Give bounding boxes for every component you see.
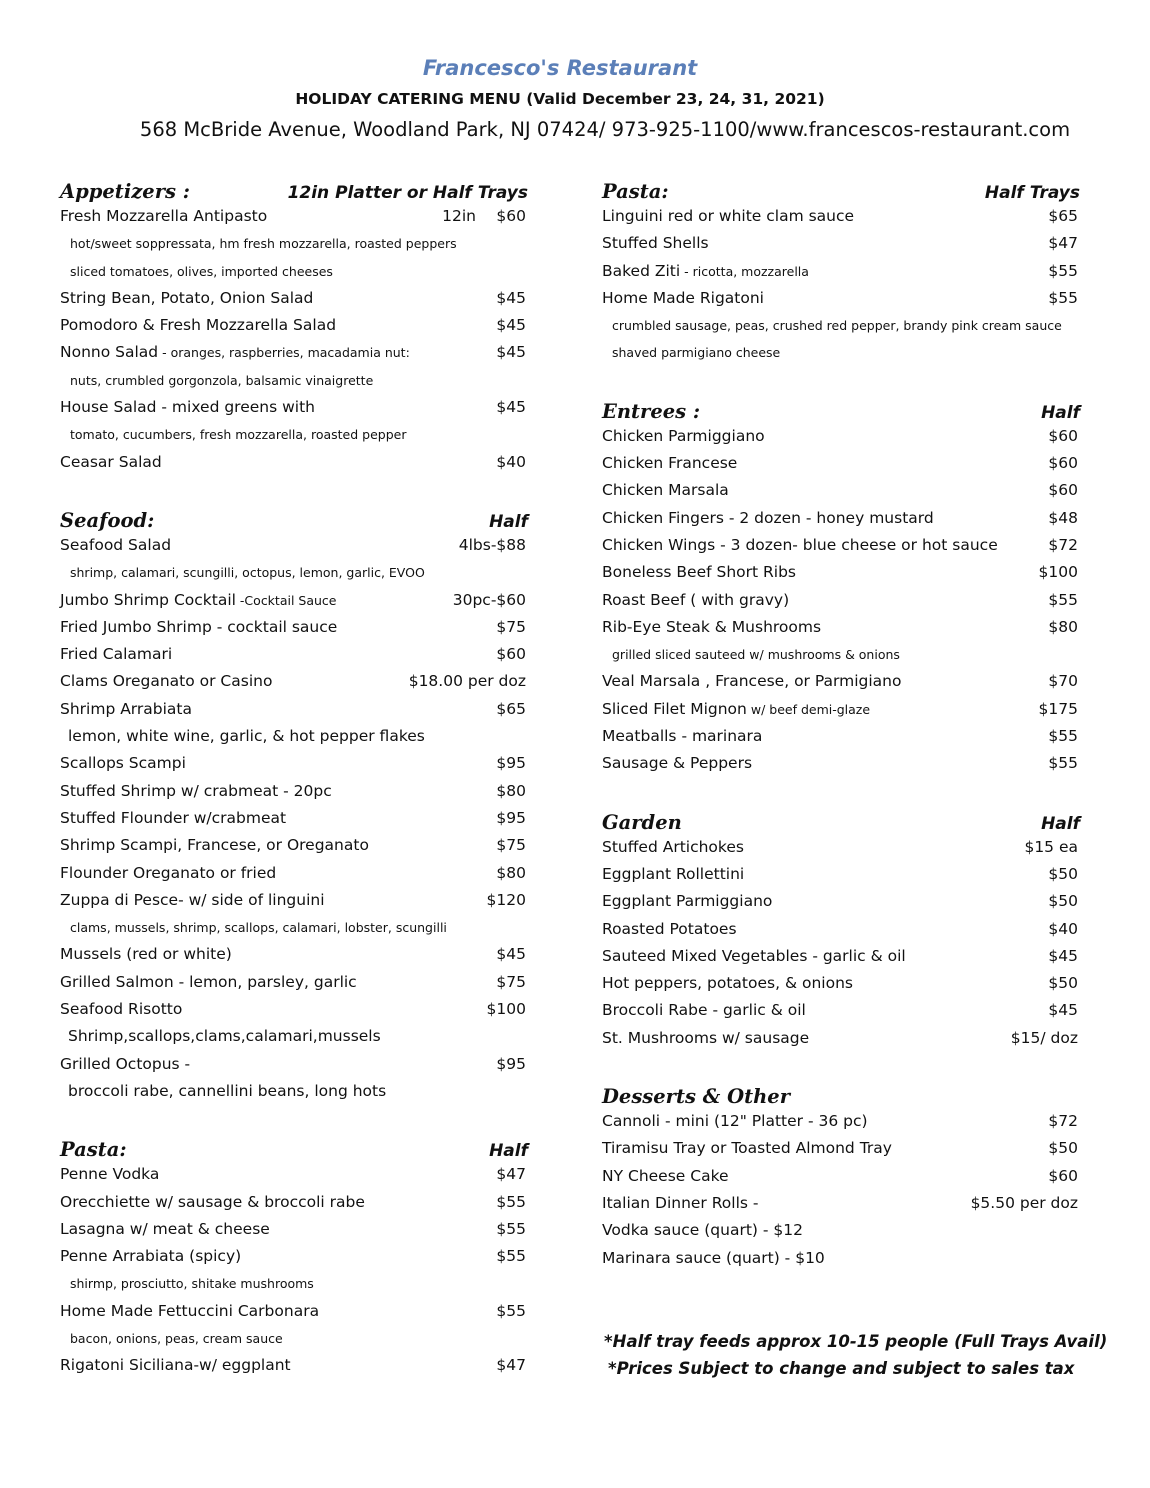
menu-item bbox=[600, 1217, 1088, 1244]
menu-item bbox=[600, 997, 1088, 1024]
item-price: $175 bbox=[1038, 699, 1078, 718]
item-price: $47 bbox=[496, 1356, 526, 1375]
item-price: $65 bbox=[1048, 207, 1078, 225]
item-price: $5.50 per doz bbox=[970, 1193, 1078, 1212]
item-price: $18.00 per doz bbox=[408, 672, 526, 691]
item-name bbox=[60, 339, 410, 366]
item-name bbox=[60, 532, 171, 559]
item-price: $50 bbox=[1048, 892, 1078, 911]
menu-item bbox=[58, 969, 536, 996]
item-name bbox=[60, 203, 267, 230]
item-inline-note: - oranges, raspberries, macadamia nut: bbox=[158, 345, 410, 361]
menu-item bbox=[58, 532, 536, 559]
item-price: $40 bbox=[496, 452, 526, 471]
item-name-text: Stuffed Flounder w/crabmeat bbox=[60, 808, 287, 827]
item-name bbox=[60, 860, 276, 887]
pasta-trays-section bbox=[600, 174, 1088, 367]
item-price: $95 bbox=[496, 808, 526, 827]
section-heading bbox=[600, 394, 1088, 423]
item-name bbox=[60, 394, 315, 421]
item-price: $95 bbox=[496, 754, 526, 773]
section-heading bbox=[58, 503, 536, 532]
item-price: $55 bbox=[1048, 754, 1078, 773]
item-name bbox=[602, 750, 752, 777]
item-name bbox=[602, 1108, 868, 1135]
item-description: bacon, onions, peas, cream sauce bbox=[70, 1330, 283, 1346]
item-name bbox=[60, 614, 337, 641]
section-title: Desserts & Other bbox=[602, 1085, 790, 1109]
section-portion-label: Half bbox=[489, 1141, 528, 1162]
menu-item bbox=[600, 559, 1088, 586]
item-name-text: Fried Calamari bbox=[60, 645, 173, 664]
menu-item bbox=[58, 805, 536, 832]
item-name bbox=[60, 1189, 365, 1216]
menu-item bbox=[600, 888, 1088, 915]
menu-item bbox=[58, 339, 536, 366]
menu-item bbox=[58, 641, 536, 668]
tray-note: *Half tray feeds approx 10-15 people (Full Trays Avail) bbox=[604, 1332, 1108, 1351]
item-price: $60 bbox=[1048, 426, 1078, 445]
right-column bbox=[600, 174, 1088, 1272]
item-price: $72 bbox=[1048, 1112, 1078, 1131]
section-portion-label: Half bbox=[1041, 813, 1080, 834]
menu-item bbox=[600, 1025, 1088, 1052]
item-name bbox=[60, 1216, 270, 1243]
menu-item bbox=[58, 860, 536, 887]
item-name bbox=[60, 778, 332, 805]
item-price: $45 bbox=[496, 316, 526, 335]
item-price: $75 bbox=[496, 836, 526, 855]
menu-item bbox=[58, 1352, 536, 1379]
appetizers-section bbox=[58, 174, 536, 476]
item-price: $45 bbox=[496, 945, 526, 964]
menu-item bbox=[58, 1216, 536, 1243]
item-price: $95 bbox=[496, 1054, 526, 1073]
item-name-text: Fresh Mozzarella Antipasto bbox=[60, 207, 268, 225]
menu-item bbox=[600, 614, 1088, 641]
item-name-text: Ceasar Salad bbox=[60, 452, 162, 471]
item-name-text: Lasagna w/ meat & cheese bbox=[60, 1219, 270, 1238]
item-name-text: Orecchiette w/ sausage & broccoli rabe bbox=[60, 1192, 365, 1211]
item-name-text: Chicken Fingers - 2 dozen - honey mustard bbox=[602, 508, 934, 527]
item-name bbox=[602, 723, 762, 750]
item-name-text: Tiramisu Tray or Toasted Almond Tray bbox=[602, 1139, 892, 1158]
menu-item bbox=[58, 587, 536, 614]
item-name bbox=[602, 285, 764, 312]
item-price: $55 bbox=[496, 1301, 526, 1320]
section-heading bbox=[600, 174, 1088, 203]
item-price: $47 bbox=[1048, 234, 1078, 253]
menu-item bbox=[58, 1243, 536, 1270]
item-price: $15 ea bbox=[1024, 837, 1078, 856]
item-name bbox=[60, 285, 313, 312]
item-price: $45 bbox=[496, 288, 526, 307]
menu-item bbox=[600, 505, 1088, 532]
item-price: $50 bbox=[1048, 1139, 1078, 1158]
menu-item bbox=[58, 394, 536, 421]
item-price: $55 bbox=[1048, 288, 1078, 307]
item-name-text: Italian Dinner Rolls - bbox=[602, 1193, 759, 1212]
menu-subtitle: HOLIDAY CATERING MENU (Valid December 23, 24, 31, 2021) bbox=[295, 90, 825, 108]
item-description: crumbled sausage, peas, crushed red pepper, brandy pink cream sauce bbox=[612, 318, 1062, 334]
item-name bbox=[602, 696, 870, 723]
item-name-text: Jumbo Shrimp Cocktail bbox=[60, 590, 236, 609]
item-name-text: Chicken Parmiggiano bbox=[602, 426, 765, 445]
item-name-text: Sauteed Mixed Vegetables - garlic & oil bbox=[602, 946, 906, 965]
item-price: $55 bbox=[496, 1219, 526, 1238]
item-price: $40 bbox=[1048, 919, 1078, 938]
item-name bbox=[602, 559, 796, 586]
restaurant-name: Francesco's Restaurant bbox=[422, 56, 698, 80]
item-price: $45 bbox=[1048, 946, 1078, 965]
item-name-text: Seafood Risotto bbox=[60, 1000, 183, 1019]
restaurant-address: 568 McBride Avenue, Woodland Park, NJ 07424/ 973-925-1100/www.francescos-restaurant.com bbox=[139, 118, 1071, 141]
menu-item bbox=[600, 532, 1088, 559]
item-name bbox=[60, 668, 272, 695]
item-name-text: Grilled Octopus - bbox=[60, 1054, 191, 1073]
menu-item bbox=[58, 203, 536, 230]
menu-item bbox=[600, 943, 1088, 970]
item-name-text: Rib-Eye Steak & Mushrooms bbox=[602, 617, 822, 636]
item-name-text: Cannoli - mini (12" Platter - 36 pc) bbox=[602, 1112, 868, 1131]
section-heading bbox=[600, 1079, 1088, 1108]
seafood-section bbox=[58, 503, 536, 1105]
menu-item bbox=[600, 230, 1088, 257]
item-description: sliced tomatoes, olives, imported cheeses bbox=[70, 263, 333, 279]
item-price: $120 bbox=[486, 890, 526, 909]
menu-item bbox=[600, 1245, 1088, 1272]
menu-item bbox=[600, 285, 1088, 312]
item-name-text: Grilled Salmon - lemon, parsley, garlic bbox=[60, 972, 357, 991]
item-name bbox=[602, 1025, 809, 1052]
item-name-text: Linguini red or white clam sauce bbox=[602, 207, 855, 225]
item-name bbox=[602, 970, 853, 997]
item-name-text: Clams Oreganato or Casino bbox=[60, 672, 273, 691]
menu-item bbox=[58, 887, 536, 914]
item-size: 12in bbox=[442, 207, 476, 225]
item-name-text: Roasted Potatoes bbox=[602, 919, 737, 938]
item-name-text: Stuffed Shells bbox=[602, 234, 709, 253]
item-name-text: Sausage & Peppers bbox=[602, 754, 753, 773]
item-description: Shrimp,scallops,clams,calamari,mussels bbox=[68, 1027, 381, 1046]
item-name-text: Roast Beef ( with gravy) bbox=[602, 590, 790, 609]
item-name bbox=[60, 1352, 291, 1379]
item-name-text: Home Made Fettuccini Carbonara bbox=[60, 1301, 320, 1320]
item-description: shrimp, calamari, scungilli, octopus, lemon, garlic, EVOO bbox=[70, 565, 425, 581]
item-name-text: Zuppa di Pesce- w/ side of linguini bbox=[60, 890, 325, 909]
section-title: Seafood: bbox=[60, 508, 155, 532]
garden-section bbox=[600, 805, 1088, 1052]
item-price: $75 bbox=[496, 972, 526, 991]
item-price: $60 bbox=[1048, 1166, 1078, 1185]
item-name-text: Sliced Filet Mignon bbox=[602, 699, 747, 718]
item-price: $65 bbox=[496, 699, 526, 718]
menu-item bbox=[600, 477, 1088, 504]
item-name bbox=[60, 449, 162, 476]
item-name bbox=[60, 1243, 241, 1270]
menu-item bbox=[58, 778, 536, 805]
item-name-text: Shrimp Arrabiata bbox=[60, 699, 192, 718]
item-name bbox=[60, 750, 186, 777]
item-description: shirmp, prosciutto, shitake mushrooms bbox=[70, 1276, 314, 1292]
menu-item bbox=[600, 970, 1088, 997]
item-name bbox=[602, 230, 709, 257]
section-title: Garden bbox=[602, 810, 682, 834]
item-name bbox=[602, 587, 789, 614]
menu-item bbox=[58, 1161, 536, 1188]
item-name bbox=[602, 997, 806, 1024]
item-name bbox=[602, 1217, 803, 1244]
item-price: $72 bbox=[1048, 535, 1078, 554]
item-inline-note: - ricotta, mozzarella bbox=[680, 263, 809, 279]
item-price: $100 bbox=[1038, 563, 1078, 582]
section-portion-label: Half bbox=[489, 511, 528, 532]
section-portion-label: Half Trays bbox=[984, 183, 1080, 203]
item-price: $15/ doz bbox=[1010, 1028, 1078, 1047]
menu-item bbox=[58, 696, 536, 723]
menu-item bbox=[600, 696, 1088, 723]
price-note: *Prices Subject to change and subject to sales tax bbox=[608, 1359, 1075, 1378]
item-name-text: Stuffed Shrimp w/ crabmeat - 20pc bbox=[60, 781, 332, 800]
section-portion-label: Half bbox=[1041, 402, 1080, 423]
item-name bbox=[602, 614, 821, 641]
menu-item bbox=[58, 285, 536, 312]
item-description: broccoli rabe, cannellini beans, long hots bbox=[68, 1081, 387, 1100]
menu-item bbox=[58, 312, 536, 339]
item-name bbox=[60, 832, 369, 859]
item-inline-note: w/ beef demi-glaze bbox=[746, 701, 871, 717]
item-name bbox=[602, 477, 729, 504]
item-name bbox=[60, 1051, 190, 1078]
item-name bbox=[602, 916, 737, 943]
item-price: $55 bbox=[496, 1247, 526, 1266]
item-name-text: Stuffed Artichokes bbox=[602, 837, 744, 856]
left-column bbox=[58, 174, 536, 1380]
menu-item bbox=[58, 1051, 536, 1078]
item-price: 4lbs-$88 bbox=[458, 535, 526, 554]
menu-item bbox=[600, 1108, 1088, 1135]
item-price: $80 bbox=[496, 781, 526, 800]
item-description: shaved parmigiano cheese bbox=[612, 345, 781, 361]
menu-item bbox=[600, 1163, 1088, 1190]
item-price: $48 bbox=[1048, 508, 1078, 527]
item-name bbox=[602, 861, 744, 888]
item-name-text: Penne Vodka bbox=[60, 1165, 160, 1184]
item-name bbox=[60, 805, 286, 832]
item-name bbox=[602, 1163, 729, 1190]
item-name-text: Chicken Marsala bbox=[602, 481, 729, 500]
item-name bbox=[602, 1245, 825, 1272]
item-price: $80 bbox=[496, 863, 526, 882]
item-price: $50 bbox=[1048, 864, 1078, 883]
menu-item bbox=[600, 587, 1088, 614]
item-name bbox=[60, 887, 325, 914]
section-heading bbox=[58, 174, 536, 203]
menu-item bbox=[600, 203, 1088, 230]
menu-item bbox=[600, 668, 1088, 695]
item-price: $55 bbox=[1048, 590, 1078, 609]
item-name bbox=[60, 312, 336, 339]
menu-item bbox=[600, 916, 1088, 943]
menu-item bbox=[58, 941, 536, 968]
section-portion-label: 12in Platter or Half Trays bbox=[287, 183, 528, 203]
pasta-half-section bbox=[58, 1132, 536, 1379]
menu-item bbox=[58, 1298, 536, 1325]
item-name-text: Broccoli Rabe - garlic & oil bbox=[602, 1001, 806, 1020]
section-heading bbox=[600, 805, 1088, 834]
item-name-text: Flounder Oreganato or fried bbox=[60, 863, 277, 882]
menu-item bbox=[600, 834, 1088, 861]
menu-item bbox=[58, 1189, 536, 1216]
entrees-section bbox=[600, 394, 1088, 778]
item-name-text: Fried Jumbo Shrimp - cocktail sauce bbox=[60, 617, 338, 636]
item-name-text: Pomodoro & Fresh Mozzarella Salad bbox=[60, 316, 337, 335]
item-name bbox=[602, 450, 737, 477]
item-name bbox=[60, 587, 336, 614]
item-name-text: Home Made Rigatoni bbox=[602, 288, 764, 307]
item-description: lemon, white wine, garlic, & hot pepper flakes bbox=[68, 727, 425, 746]
item-name-text: Nonno Salad bbox=[60, 343, 159, 362]
menu-footer bbox=[604, 1328, 1124, 1382]
menu-item bbox=[58, 832, 536, 859]
menu-item bbox=[600, 861, 1088, 888]
item-name bbox=[602, 203, 854, 230]
item-price: $80 bbox=[1048, 617, 1078, 636]
menu-item bbox=[600, 723, 1088, 750]
menu-item bbox=[58, 614, 536, 641]
item-name-text: Mussels (red or white) bbox=[60, 945, 232, 964]
desserts-section bbox=[600, 1079, 1088, 1272]
item-description: nuts, crumbled gorgonzola, balsamic vinaigrette bbox=[70, 372, 374, 388]
item-price: $45 bbox=[1048, 1001, 1078, 1020]
item-price: $70 bbox=[1048, 672, 1078, 691]
item-price: $50 bbox=[1048, 974, 1078, 993]
item-name bbox=[602, 668, 901, 695]
item-name bbox=[60, 941, 232, 968]
item-name-text: Boneless Beef Short Ribs bbox=[602, 563, 796, 582]
menu-item bbox=[600, 423, 1088, 450]
item-price: $60 bbox=[1048, 481, 1078, 500]
section-title: Pasta: bbox=[60, 1138, 127, 1162]
item-description: tomato, cucumbers, fresh mozzarella, roasted pepper bbox=[70, 427, 407, 443]
item-price: $75 bbox=[496, 617, 526, 636]
item-name-text: Seafood Salad bbox=[60, 535, 172, 554]
item-name bbox=[60, 641, 172, 668]
item-name-text: Shrimp Scampi, Francese, or Oreganato bbox=[60, 836, 369, 855]
item-name-text: Chicken Wings - 3 dozen- blue cheese or hot sauce bbox=[602, 535, 998, 554]
menu-item bbox=[600, 450, 1088, 477]
menu-header bbox=[0, 56, 1150, 141]
item-name bbox=[60, 696, 192, 723]
item-price: $55 bbox=[1048, 261, 1078, 280]
item-name-text: Scallops Scampi bbox=[60, 754, 186, 773]
item-description: hot/sweet soppressata, hm fresh mozzarella, roasted peppers bbox=[70, 236, 457, 252]
item-name-text: Hot peppers, potatoes, & onions bbox=[602, 974, 853, 993]
item-name bbox=[60, 1298, 319, 1325]
item-name-text: NY Cheese Cake bbox=[602, 1166, 729, 1185]
menu-item bbox=[58, 996, 536, 1023]
item-name-text: Meatballs - marinara bbox=[602, 727, 763, 746]
item-name-text: Penne Arrabiata (spicy) bbox=[60, 1247, 242, 1266]
item-name-text: Chicken Francese bbox=[602, 454, 738, 473]
section-title: Appetizers : bbox=[60, 180, 190, 203]
item-name-text: Veal Marsala , Francese, or Parmigiano bbox=[602, 672, 902, 691]
item-name-text: Vodka sauce (quart) - $12 bbox=[602, 1221, 803, 1240]
item-description: grilled sliced sauteed w/ mushrooms & onions bbox=[612, 647, 900, 663]
item-price: $55 bbox=[1048, 727, 1078, 746]
item-name bbox=[60, 1161, 159, 1188]
item-name bbox=[602, 258, 809, 285]
menu-item bbox=[58, 750, 536, 777]
item-name-text: St. Mushrooms w/ sausage bbox=[602, 1028, 810, 1047]
item-price: $47 bbox=[496, 1165, 526, 1184]
section-title: Pasta: bbox=[602, 180, 669, 203]
menu-item bbox=[58, 449, 536, 476]
item-name-text: String Bean, Potato, Onion Salad bbox=[60, 288, 314, 307]
menu-item bbox=[58, 668, 536, 695]
item-name bbox=[602, 943, 906, 970]
item-name bbox=[602, 834, 744, 861]
menu-item bbox=[600, 750, 1088, 777]
item-name-text: Eggplant Parmiggiano bbox=[602, 892, 773, 911]
item-price: 30pc-$60 bbox=[452, 590, 526, 609]
section-title: Entrees : bbox=[602, 399, 701, 423]
item-name-text: Eggplant Rollettini bbox=[602, 864, 745, 883]
section-heading bbox=[58, 1132, 536, 1161]
item-name bbox=[602, 888, 772, 915]
item-name bbox=[602, 1190, 759, 1217]
item-description: clams, mussels, shrimp, scallops, calamari, lobster, scungilli bbox=[70, 920, 447, 936]
item-price: $45 bbox=[496, 343, 526, 362]
item-inline-note: -Cocktail Sauce bbox=[235, 592, 337, 608]
item-price: $60 bbox=[496, 645, 526, 664]
item-price: $45 bbox=[496, 398, 526, 417]
item-name bbox=[602, 532, 998, 559]
item-name-text: Baked Ziti bbox=[602, 261, 681, 280]
menu-item bbox=[600, 258, 1088, 285]
item-name bbox=[602, 1135, 892, 1162]
item-name-text: Rigatoni Siciliana-w/ eggplant bbox=[60, 1356, 291, 1375]
item-name bbox=[60, 996, 182, 1023]
item-price: $100 bbox=[486, 1000, 526, 1019]
item-price: $60 bbox=[1048, 454, 1078, 473]
item-name-text: House Salad - mixed greens with bbox=[60, 398, 315, 417]
item-price: $60 bbox=[496, 207, 526, 225]
item-name bbox=[602, 505, 934, 532]
item-price: $55 bbox=[496, 1192, 526, 1211]
item-name bbox=[60, 969, 357, 996]
menu-item bbox=[600, 1135, 1088, 1162]
item-name bbox=[602, 423, 765, 450]
menu-item bbox=[600, 1190, 1088, 1217]
item-name-text: Marinara sauce (quart) - $10 bbox=[602, 1248, 825, 1267]
